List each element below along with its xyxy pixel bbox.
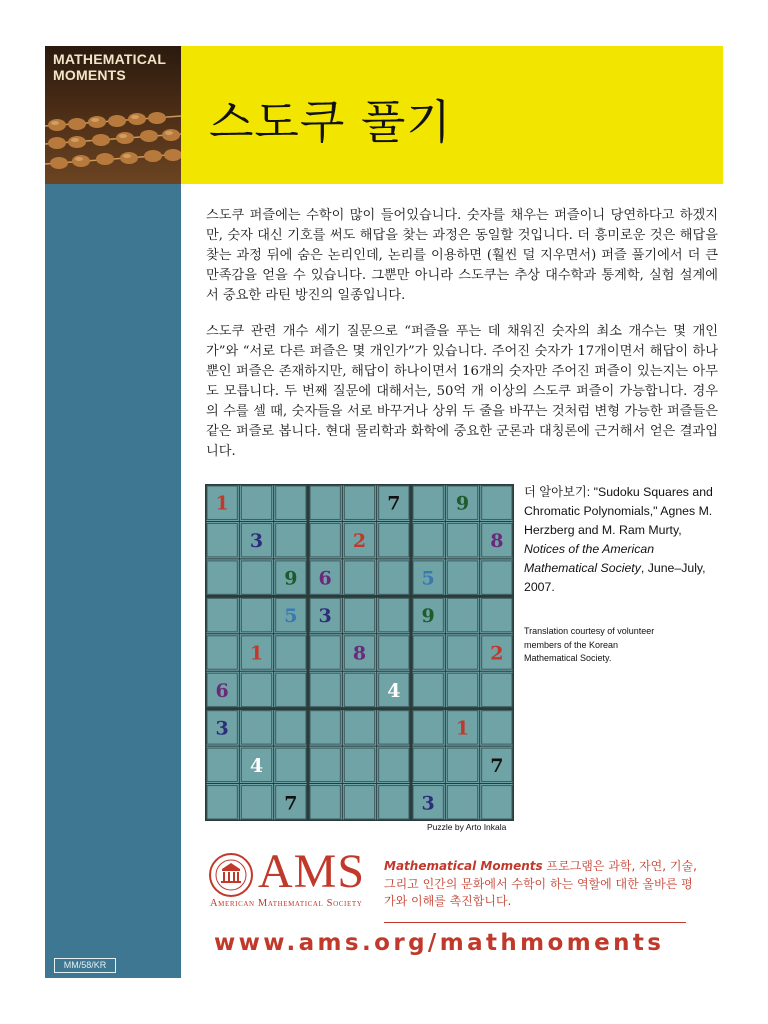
logo-text-line1: MATHEMATICAL xyxy=(53,51,167,67)
further-reading-prefix: 더 알아보기: xyxy=(524,485,594,499)
sudoku-grid-svg xyxy=(205,484,514,821)
sudoku-cell xyxy=(207,523,237,556)
page-title: 스도쿠 풀기 xyxy=(209,95,452,149)
sudoku-given-digit: 1 xyxy=(249,642,264,665)
sudoku-cell xyxy=(310,711,340,744)
sudoku-cell xyxy=(482,561,512,594)
reference-authors: Agnes M. Herzberg and M. Ram Murty, xyxy=(524,504,713,537)
sudoku-cell xyxy=(276,486,306,519)
sudoku-cell xyxy=(310,748,340,781)
sudoku-cell xyxy=(447,523,477,556)
sudoku-given-digit: 7 xyxy=(284,792,298,815)
sudoku-cell xyxy=(207,748,237,781)
sudoku-cell xyxy=(276,523,306,556)
sudoku-cell xyxy=(207,561,237,594)
sudoku-given-digit: 7 xyxy=(490,754,504,777)
sudoku-cell xyxy=(413,486,443,519)
reference-date: , June–July, 2007. xyxy=(524,561,706,594)
sudoku-given-digit: 7 xyxy=(387,492,401,515)
sudoku-cell xyxy=(447,636,477,669)
sudoku-cell xyxy=(379,636,409,669)
reference-quote: "Sudoku Squares and Chromatic Polynomials," xyxy=(524,485,713,518)
sudoku-cell xyxy=(447,748,477,781)
sudoku-cell xyxy=(344,598,374,631)
sidebar-band xyxy=(45,46,181,978)
sudoku-cell xyxy=(379,786,409,819)
sudoku-given-digit: 4 xyxy=(387,679,401,702)
sudoku-cell xyxy=(447,561,477,594)
sudoku-given-digit: 8 xyxy=(352,642,367,665)
footer-divider xyxy=(384,922,686,923)
logo-text-line2: MOMENTS xyxy=(53,67,126,83)
sudoku-cell xyxy=(379,598,409,631)
sudoku-given-digit: 3 xyxy=(215,717,229,740)
sudoku-cell xyxy=(207,598,237,631)
sudoku-cell xyxy=(241,673,271,706)
sudoku-given-digit: 5 xyxy=(421,567,435,590)
sudoku-cell xyxy=(413,673,443,706)
sudoku-cell xyxy=(207,786,237,819)
body-paragraph-1: 스도쿠 퍼즐에는 수학이 많이 들어있습니다. 숫자를 채우는 퍼즐이니 당연하다고 하겠지만, 숫자 대신 기호를 써도 해답을 찾는 과정은 동일할 것입니다. 더 흥미로운 것은 해답을 찾는 과정 뒤에 숨은 논리인데, 논리를 이용하면 (훨씬 덜 지우면서) 퍼즐 풀기에서 더 큰 만족감을 얻을 수 있습니다. 그뿐만 아니라 스도쿠는 추상 대수학과 통계학, 실험 설계에서 중요한 라틴 방진의 일종입니다. xyxy=(206,208,718,303)
sudoku-given-digit: 3 xyxy=(318,605,332,628)
sudoku-cell xyxy=(344,486,374,519)
body-paragraph-2: 스도쿠 관련 개수 세기 질문으로 “퍼즐을 푸는 데 채워진 숫자의 최소 개수는 몇 개인가”와 “서로 다른 퍼즐은 몇 개인가”가 있습니다. 주어진 숫자가 17개이면서 해답이 하나뿐인 퍼즐은 존재하지만, 해답이 하나이면서 16개의 숫자만 주어진 퍼즐이 있는지는 아무도 모릅니다. 두 번째 질문에 대해서는, 50억 개 이상의 스도쿠 퍼즐이 가능합니다. 경우의 수를 셀 때, 숫자들을 서로 바꾸거나 상위 두 줄을 바꾸는 것처럼 변형 가능한 퍼즐들은 같은 퍼즐로 봅니다. 현대 물리학과 화학에 중요한 군론과 대칭론에 근거해서 얻은 결과입니다. xyxy=(206,324,718,459)
sudoku-cell xyxy=(447,598,477,631)
sudoku-grid xyxy=(205,484,514,821)
mathematical-moments-logo xyxy=(45,46,181,184)
sudoku-cell xyxy=(447,673,477,706)
sudoku-given-digit: 1 xyxy=(215,492,229,515)
sudoku-cell xyxy=(276,673,306,706)
sudoku-cell xyxy=(310,673,340,706)
sudoku-cell xyxy=(344,561,374,594)
sudoku-cell xyxy=(276,748,306,781)
translation-credit: Translation courtesy of volunteer members of the Korean Mathematical Society. xyxy=(524,626,655,663)
sudoku-cell xyxy=(413,711,443,744)
program-desc-text: 프로그램은 과학, 자연, 기술, 그리고 인간의 문화에서 수학이 하는 역할에 대한 올바른 평가와 이해를 촉진합니다. xyxy=(384,859,697,908)
sudoku-cell xyxy=(379,523,409,556)
ams-seal-icon xyxy=(208,852,254,898)
sudoku-given-digit: 9 xyxy=(284,567,298,590)
sudoku-cell xyxy=(344,711,374,744)
sudoku-cell xyxy=(310,486,340,519)
sudoku-given-digit: 9 xyxy=(455,492,470,515)
further-reading xyxy=(524,483,724,597)
program-description xyxy=(384,858,704,911)
sudoku-cell xyxy=(241,561,271,594)
sudoku-cell xyxy=(207,636,237,669)
sudoku-cell xyxy=(310,636,340,669)
sudoku-given-digit: 1 xyxy=(455,717,470,740)
sudoku-cell xyxy=(482,673,512,706)
sudoku-cell xyxy=(413,636,443,669)
sudoku-cell xyxy=(379,748,409,781)
sudoku-cell xyxy=(241,486,271,519)
sudoku-cell xyxy=(310,523,340,556)
abacus-icon xyxy=(45,112,181,184)
ams-fullname: American Mathematical Society xyxy=(210,898,363,909)
sudoku-given-digit: 8 xyxy=(490,530,504,553)
sudoku-given-digit: 4 xyxy=(249,754,264,777)
sudoku-cell xyxy=(379,561,409,594)
sudoku-given-digit: 6 xyxy=(318,567,332,590)
sudoku-cell xyxy=(482,486,512,519)
ams-wordmark: AMS xyxy=(258,845,366,898)
sudoku-cell xyxy=(344,673,374,706)
sudoku-cell xyxy=(482,598,512,631)
sudoku-cell xyxy=(276,711,306,744)
sudoku-cell xyxy=(447,786,477,819)
reference-journal: Notices of the American Mathematical Society xyxy=(524,542,655,575)
sudoku-cell xyxy=(241,711,271,744)
sudoku-given-digit: 3 xyxy=(421,792,435,815)
puzzle-credit: Puzzle by Arto Inkala xyxy=(427,822,507,832)
document-code: MM/58/KR xyxy=(54,958,116,973)
sudoku-cell xyxy=(413,523,443,556)
sudoku-cell xyxy=(413,748,443,781)
title-band xyxy=(181,46,723,184)
sudoku-cell xyxy=(241,598,271,631)
sudoku-given-digit: 3 xyxy=(249,530,264,553)
sudoku-cell xyxy=(276,636,306,669)
sudoku-cell xyxy=(482,711,512,744)
sudoku-given-digit: 6 xyxy=(215,679,229,702)
logo-text xyxy=(53,51,166,83)
sudoku-cell xyxy=(241,786,271,819)
sudoku-given-digit: 9 xyxy=(421,605,435,628)
mathmoments-link[interactable]: www.ams.org/mathmoments xyxy=(214,930,665,956)
sudoku-cell xyxy=(344,786,374,819)
sudoku-cell xyxy=(310,786,340,819)
sudoku-given-digit: 2 xyxy=(352,530,367,553)
sudoku-cell xyxy=(379,711,409,744)
sudoku-given-digit: 2 xyxy=(490,642,504,665)
sudoku-cell xyxy=(482,786,512,819)
sudoku-given-digit: 5 xyxy=(284,605,298,628)
sudoku-cell xyxy=(344,748,374,781)
program-name: Mathematical Moments xyxy=(384,859,543,873)
